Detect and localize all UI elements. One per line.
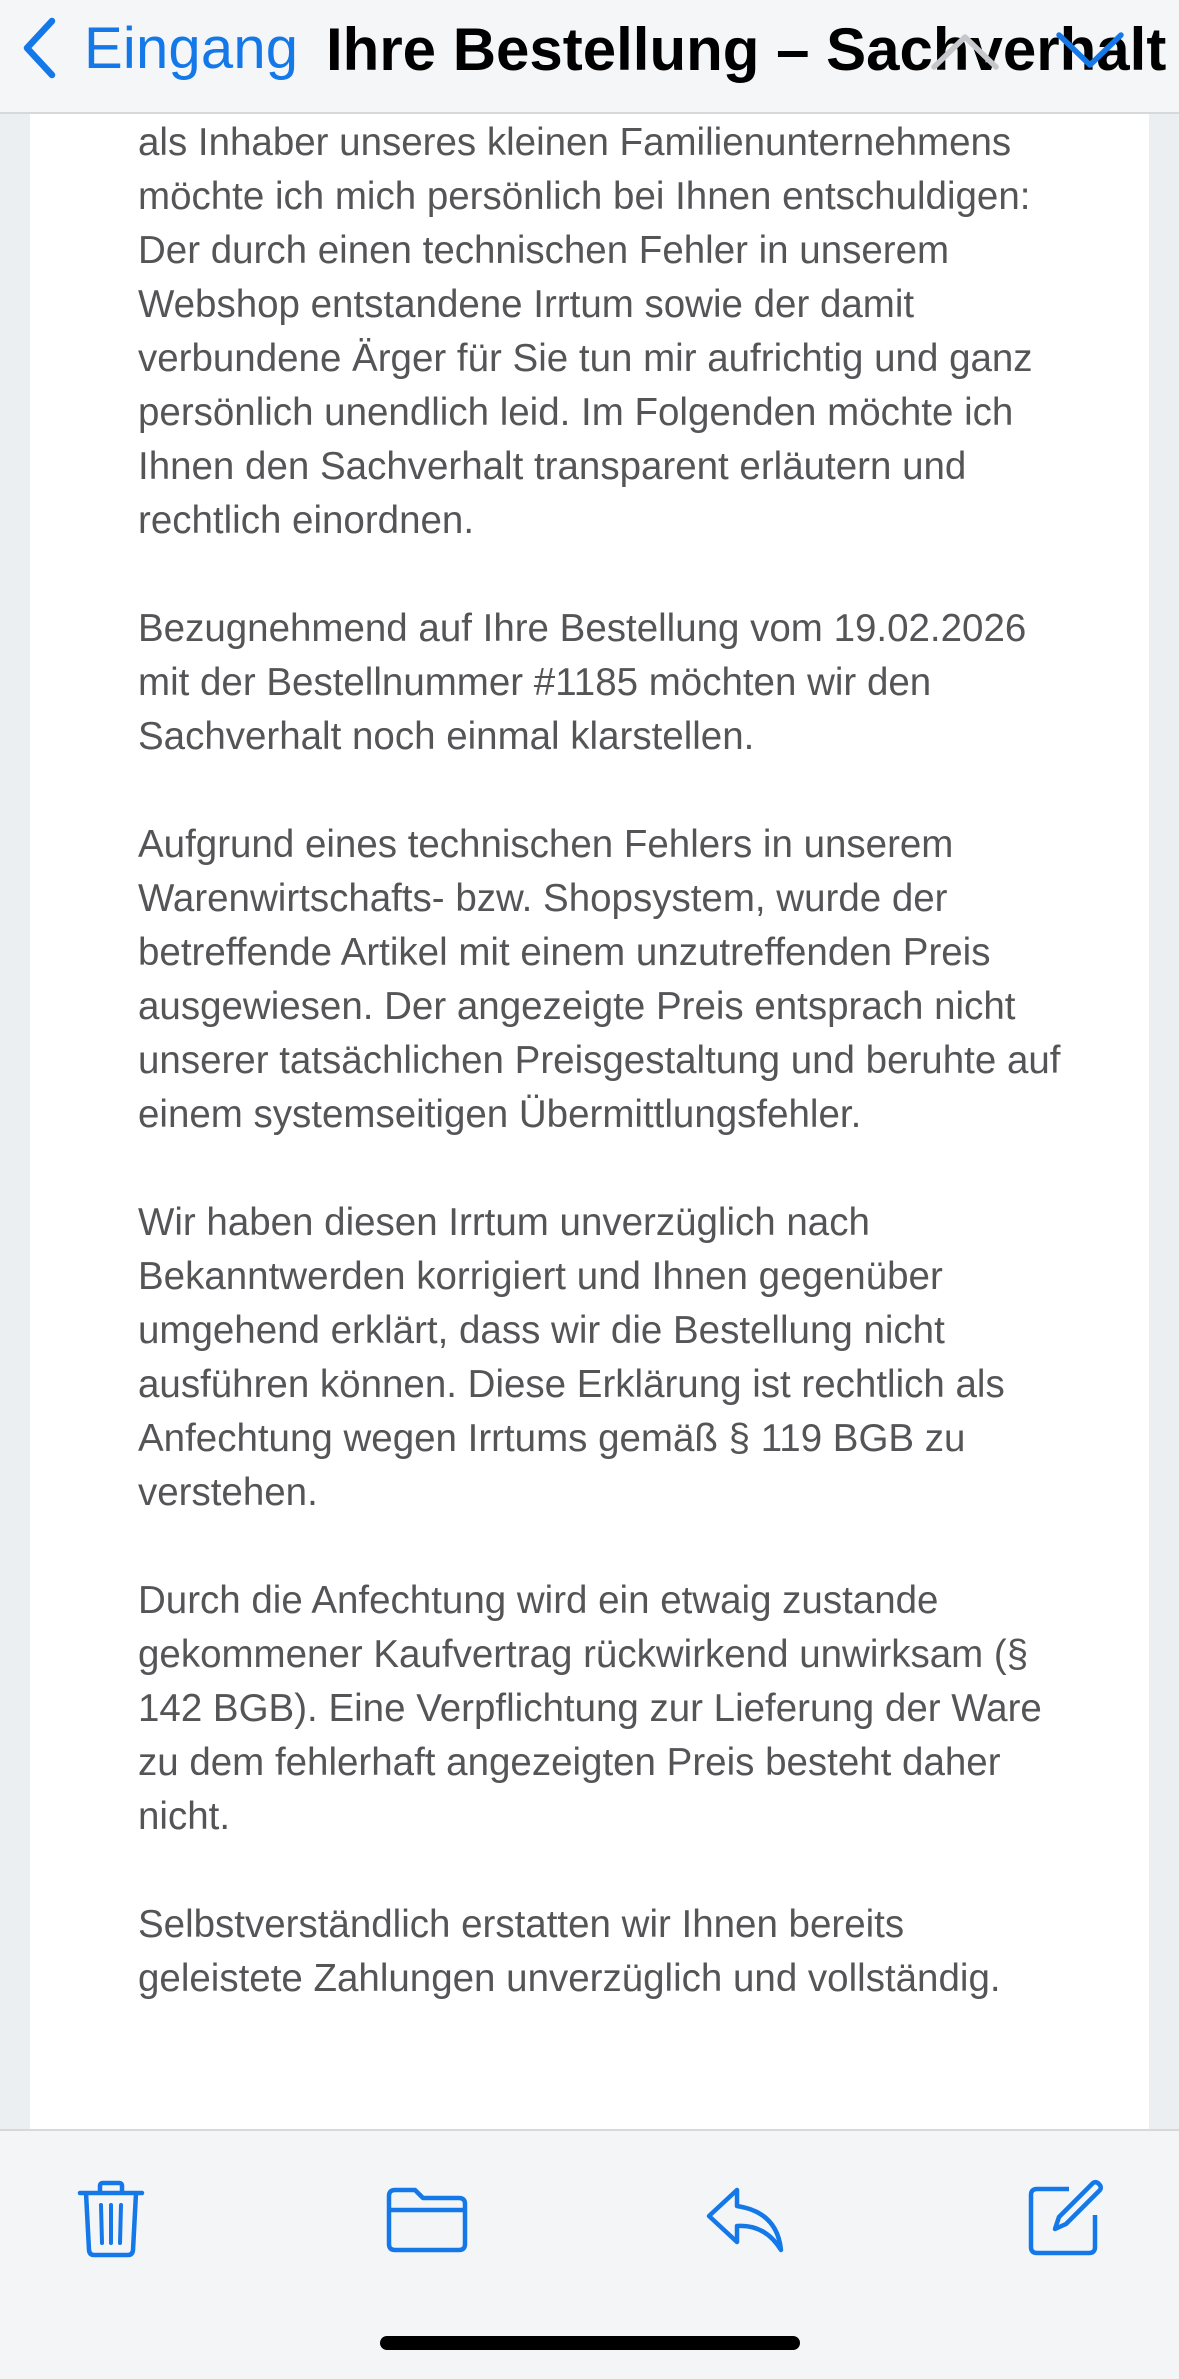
message-paragraph: Aufgrund eines technischen Fehlers in unserem Warenwirtschafts- bzw. Shopsystem, wurde der betreffende Artikel mit einem unzutreffenden Preis ausgewiesen. Der angezeigte Preis entsprach nicht unserer tatsächlichen Preisgestaltung und beruhte auf einem systemseitigen Übermittlungsfehler. [138, 823, 1061, 1136]
message-paragraph: Bezugnehmend auf Ihre Bestellung vom 19.02.2026 mit der Bestellnummer #1185 möchten wir den Sachverhalt noch einmal klarstellen. [138, 607, 1027, 758]
move-to-folder-button[interactable] [372, 2171, 482, 2271]
message-body [138, 116, 1068, 2060]
reply-icon [703, 2182, 787, 2261]
trash-icon [76, 2179, 146, 2264]
navigation-bar [0, 0, 1179, 114]
delete-button[interactable] [56, 2171, 166, 2271]
message-paragraph: Durch die Anfechtung wird ein etwaig zustande gekommener Kaufvertrag rückwirkend unwirksam (§ 142 BGB). Eine Verpflichtung zur Lieferung der Ware zu dem fehlerhaft angezeigten Preis besteht daher nicht. [138, 1579, 1042, 1838]
message-subject-title: Ihre Bestellung – Sachverhalt [326, 16, 1167, 83]
back-label: Eingang [84, 15, 299, 81]
home-indicator[interactable] [380, 2336, 800, 2350]
reply-button[interactable] [690, 2171, 800, 2271]
back-button[interactable] [22, 8, 298, 88]
message-paragraph: Selbstverständlich erstatten wir Ihnen bereits geleistete Zahlungen unverzüglich und vollständig. [138, 1903, 1001, 2000]
chevron-left-icon [22, 17, 56, 79]
compose-icon [1025, 2179, 1105, 2264]
message-content-area[interactable] [30, 114, 1149, 2129]
compose-button[interactable] [1010, 2171, 1120, 2271]
message-paragraph: als Inhaber unseres kleinen Familienunternehmens möchte ich mich persönlich bei Ihnen entschuldigen: Der durch einen technischen Fehler in unserem Webshop entstandene Irrtum sowie der damit verbundene Ärger für Sie tun mir aufrichtig und ganz persönlich unendlich leid. Im Folgenden möchte ich Ihnen den Sachverhalt transparent erläutern und rechtlich einordnen. [138, 121, 1033, 542]
previous-message-button[interactable] [905, 18, 1025, 88]
message-paragraph: Wir haben diesen Irrtum unverzüglich nach Bekanntwerden korrigiert und Ihnen gegenüber umgehend erklärt, dass wir die Bestellung nicht ausführen können. Diese Erklärung ist rechtlich als Anfechtung wegen Irrtums gemäß § 119 BGB zu verstehen. [138, 1201, 1005, 1514]
chevron-up-icon [930, 31, 1000, 76]
next-message-button[interactable] [1030, 18, 1150, 88]
folder-icon [385, 2184, 469, 2259]
chevron-down-icon [1055, 31, 1125, 76]
